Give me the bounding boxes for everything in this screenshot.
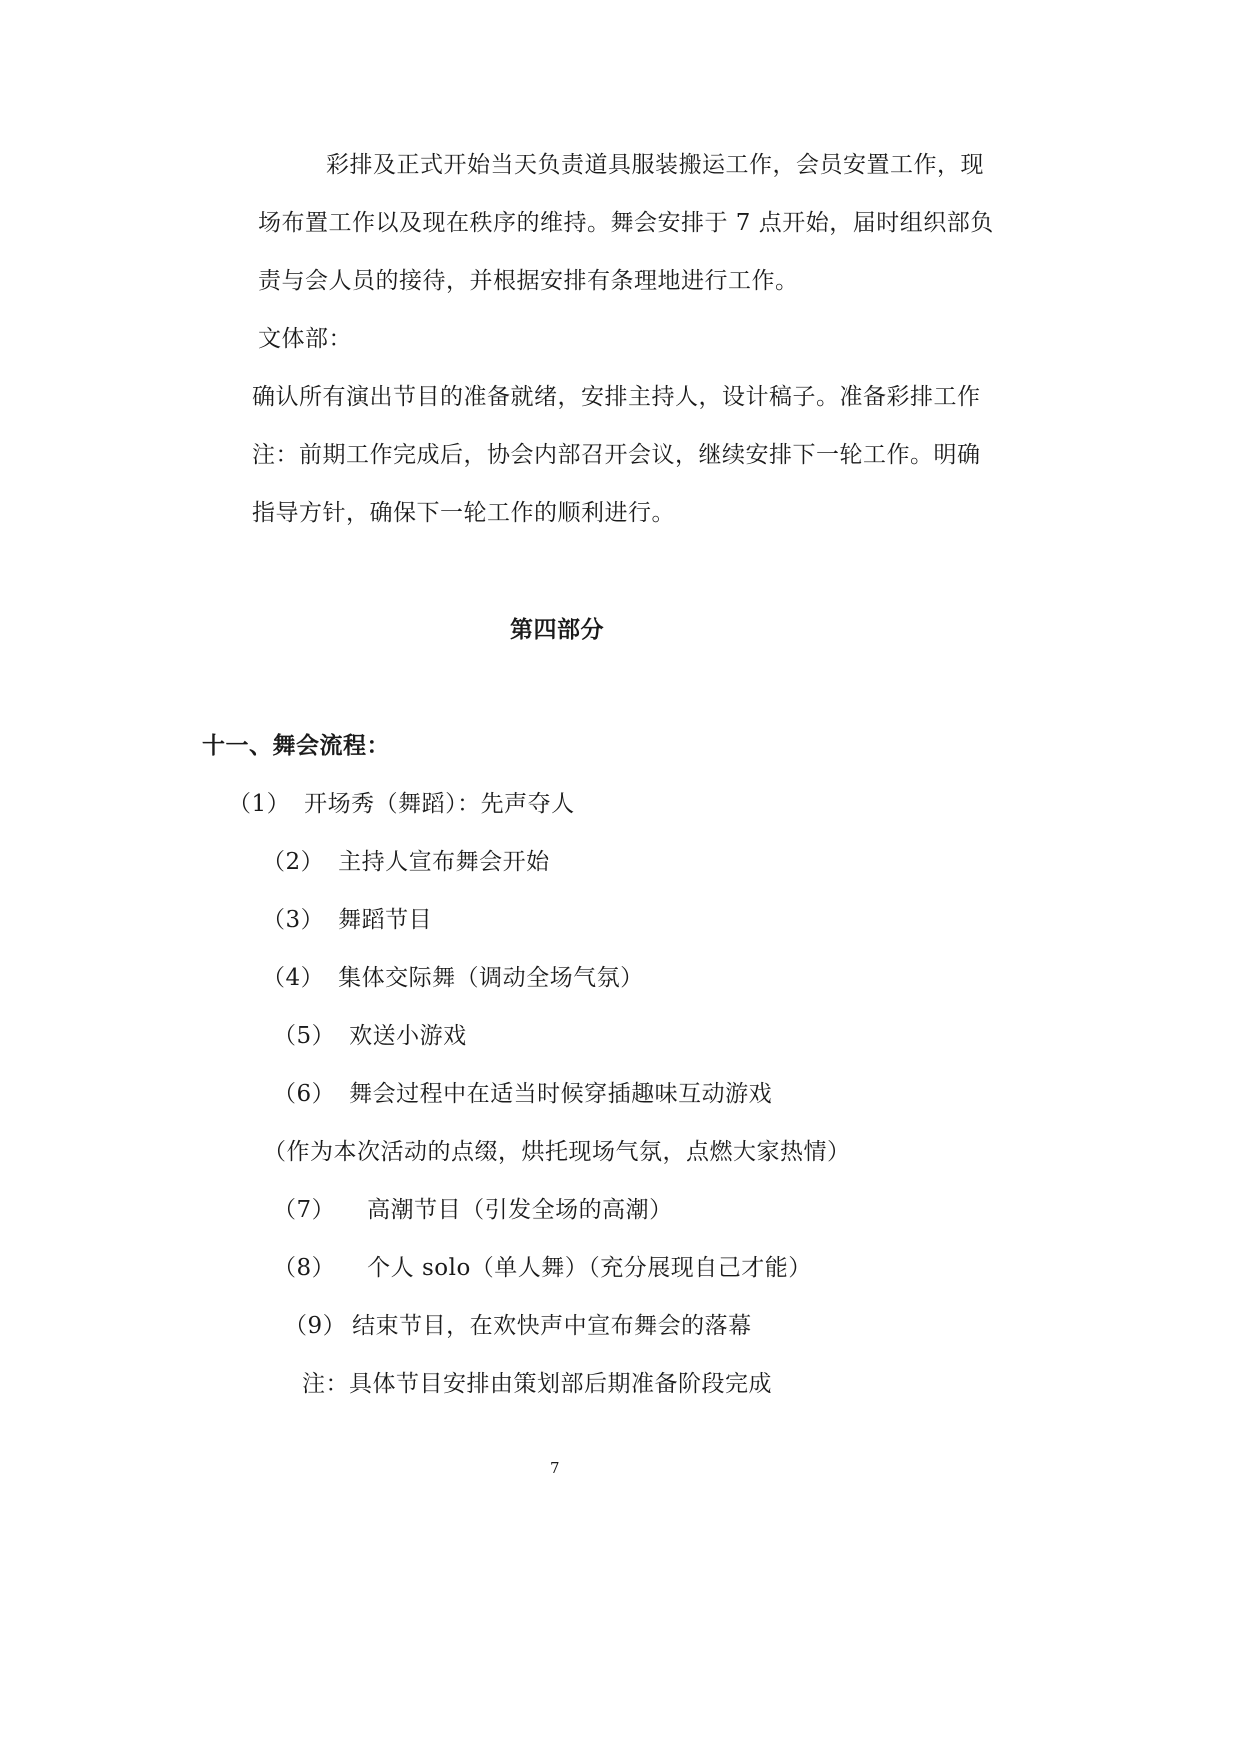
flow-item-text: 个人 solo（单人舞）（充分展现自己才能） [367, 1255, 812, 1281]
note-line: 注：前期工作完成后，协会内部召开会议，继续安排下一轮工作。明确 [252, 442, 981, 468]
flow-item-text: 舞会过程中在适当时候穿插趣味互动游戏 [349, 1081, 773, 1107]
flow-item [273, 1194, 673, 1226]
flow-item [273, 1020, 467, 1052]
flow-item-number: （5） [273, 1023, 336, 1049]
flow-item-number: （4） [262, 965, 325, 991]
flow-item-text: 结束节目，在欢快声中宣布舞会的落幕 [352, 1313, 752, 1339]
flow-item-number: （9） [284, 1313, 347, 1339]
section-title: 第四部分 [510, 617, 604, 643]
flow-item-number: （6） [273, 1081, 336, 1107]
flow-item-text: 开场秀（舞蹈）：先声夺人 [304, 791, 575, 817]
flow-item [273, 1078, 772, 1110]
page-number: 7 [550, 1459, 560, 1477]
flow-item-text: 高潮节目（引发全场的高潮） [367, 1197, 673, 1223]
flow-item-number: （3） [262, 907, 325, 933]
wenti-text: 确认所有演出节目的准备就绪，安排主持人，设计稿子。准备彩排工作 [252, 384, 981, 410]
paragraph-line: 场布置工作以及现在秩序的维持。舞会安排于 7 点开始，届时组织部负 [258, 210, 994, 236]
flow-item-text: 主持人宣布舞会开始 [338, 849, 550, 875]
flow-note: 注：具体节目安排由策划部后期准备阶段完成 [302, 1371, 772, 1397]
flow-item-number: （7） [273, 1197, 336, 1223]
flow-item [262, 962, 644, 994]
paragraph-line: 彩排及正式开始当天负责道具服装搬运工作，会员安置工作，现 [326, 152, 984, 178]
flow-item-number: （8） [273, 1255, 336, 1281]
flow-item-text: 集体交际舞（调动全场气氛） [338, 965, 644, 991]
flow-item [284, 1310, 752, 1342]
flow-item [228, 788, 575, 820]
note-line: 指导方针，确保下一轮工作的顺利进行。 [252, 500, 675, 526]
flow-item-number: （2） [262, 849, 325, 875]
flow-heading: 十一、舞会流程： [202, 733, 390, 759]
flow-item-number: （1） [228, 791, 291, 817]
wenti-label: 文体部： [258, 326, 352, 352]
flow-item-subtext: （作为本次活动的点缀，烘托现场气氛，点燃大家热情） [263, 1139, 851, 1165]
flow-item-text: 欢送小游戏 [349, 1023, 467, 1049]
flow-item [273, 1252, 812, 1284]
paragraph-line: 责与会人员的接待，并根据安排有条理地进行工作。 [258, 268, 799, 294]
flow-item-text: 舞蹈节目 [338, 907, 433, 933]
flow-item [262, 904, 432, 936]
flow-item [262, 846, 550, 878]
